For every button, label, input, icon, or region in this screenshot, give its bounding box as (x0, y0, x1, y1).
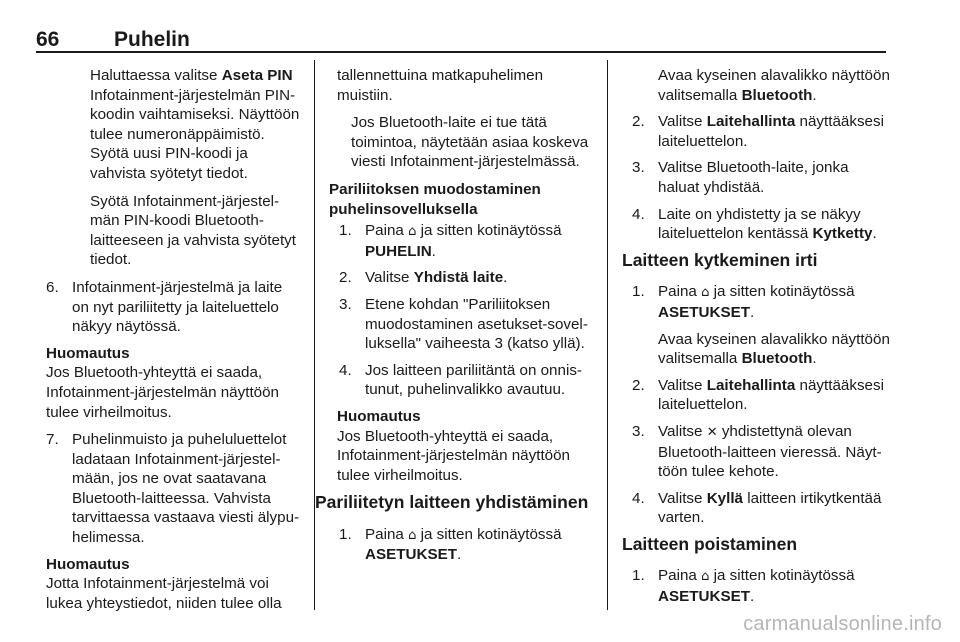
continuation-paragraph: tallennettuina matkapuhelimen muistiin. (337, 67, 544, 104)
connect-step-1-continued: Avaa kyseinen alavalikko näyttöön valitsemalla Bluetooth. (658, 67, 890, 104)
home-icon: ⌂ (408, 527, 417, 543)
column-divider-1 (314, 60, 315, 610)
app-pairing-steps (329, 221, 591, 400)
aseta-pin-label: Aseta PIN (221, 67, 293, 84)
connect-steps-continued (622, 66, 892, 244)
remove-steps (622, 566, 892, 606)
note-text: Jos Bluetooth-yhteyttä ei saada, Infotainment-järjestelmän näyttöön tulee virheilmoitus. (46, 364, 280, 421)
note-heading: Huomautus (337, 407, 421, 425)
note-heading: Huomautus (46, 555, 130, 573)
page-number: 66 (36, 28, 60, 51)
intro-paragraph: Haluttaessa valitse Aseta PIN Infotainment-järjestelmän PIN-koodin vaihtamiseksi. Näyttöön tulee numeronäppäimistö. Syötä uusi PIN-koodi ja vahvista syötetyt tiedot. (90, 67, 300, 182)
home-icon: ⌂ (701, 569, 710, 585)
unsupported-paragraph: Jos Bluetooth-laite ei tue tätä toimintoa, näytetään asiaa koskeva viesti Infotainment-järjestelmässä. (351, 114, 589, 171)
home-icon: ⌂ (701, 285, 710, 301)
disconnect-steps (622, 282, 892, 528)
disconnect-step-2: 2. Valitse Laitehallinta näyttääksesi laiteluettelon. (632, 376, 884, 414)
note-heading: Huomautus (46, 344, 130, 362)
disconnect-step-1: 1. Paina ⌂ ja sitten kotinäytössä ASETUKSET. (632, 283, 855, 321)
connect-step-4: 4. Laite on yhdistetty ja se näkyy laiteluettelon kentässä Kytketty. (632, 205, 877, 243)
note-text: Jos Bluetooth-yhteyttä ei saada, Infotainment-järjestelmän näyttöön tulee virheilmoitus. (337, 427, 571, 484)
header-rule (36, 51, 886, 53)
connect-step-2: 2. Valitse Laitehallinta näyttääksesi laiteluettelon. (632, 113, 884, 150)
heading-disconnect: Laitteen kytkeminen irti (622, 249, 818, 270)
note-2 (46, 555, 302, 614)
app-step-1: 1. Paina ⌂ ja sitten kotinäytössä PUHELIN. (339, 222, 562, 260)
step-7: 7. Puhelinmuisto ja puheluluettelot ladataan Infotainment-järjestelmään, jos ne ovat saatavana Bluetooth-laitteessa. Vahvista tarvittaessa vastaava viesti älypuhelimessa. (46, 431, 300, 547)
column-3 (622, 66, 892, 614)
note-1 (46, 344, 302, 422)
step-6: 6. Infotainment-järjestelmä ja laite on nyt pariliitetty ja laiteluettelo näkyy näytössä. (46, 278, 283, 336)
app-step-4: 4. Jos laitteen pariliitäntä on onnistunut, puhelinvalikko avautuu. (339, 361, 582, 399)
heading-connect-paired: Pariliitetyn laitteen yhdistäminen (315, 492, 589, 513)
connect-steps (329, 525, 591, 565)
subheading-app-pairing: Pariliitoksen muodostaminen puhelinsovelluksella (329, 180, 541, 218)
close-icon: ✕ (706, 424, 718, 440)
disconnect-step-4: 4. Valitse Kyllä laitteen irtikytkentää varten. (632, 489, 882, 527)
home-icon: ⌂ (408, 224, 417, 240)
disconnect-step-1-sub: Avaa kyseinen alavalikko näyttöön valitsemalla Bluetooth. (658, 330, 890, 368)
connect-step-1: 1. Paina ⌂ ja sitten kotinäytössä ASETUKSET. (339, 525, 562, 564)
connect-step-3: 3. Valitse Bluetooth-laite, jonka haluat yhdistää. (632, 159, 849, 196)
heading-remove-device: Laitteen poistaminen (622, 533, 798, 554)
column-2 (315, 66, 591, 572)
page-header (0, 0, 960, 52)
column-1 (46, 66, 302, 621)
section-title: Puhelin (114, 28, 190, 51)
note-3 (329, 407, 591, 485)
note-text: Jotta Infotainment-järjestelmä voi lukea yhteystiedot, niiden tulee olla (46, 575, 282, 612)
pin-confirm-paragraph: Syötä Infotainment-järjestelmän PIN-koodi Bluetooth-laitteeseen ja vahvista syötetyt tiedot. (90, 192, 296, 269)
column-divider-2 (607, 60, 608, 610)
remove-step-1: 1. Paina ⌂ ja sitten kotinäytössä ASETUKSET. (632, 567, 855, 606)
app-step-3: 3. Etene kohdan "Pariliitoksen muodostaminen asetukset-sovelluksella" vaiheesta 3 (katso yllä). (339, 295, 588, 353)
watermark: carmanualsonline.info (743, 613, 942, 635)
app-step-2: 2. Valitse Yhdistä laite. (339, 269, 508, 287)
disconnect-step-3: 3. Valitse ✕ yhdistettynä olevan Bluetooth-laitteen vieressä. Näyttöön tulee kehote. (632, 422, 882, 481)
